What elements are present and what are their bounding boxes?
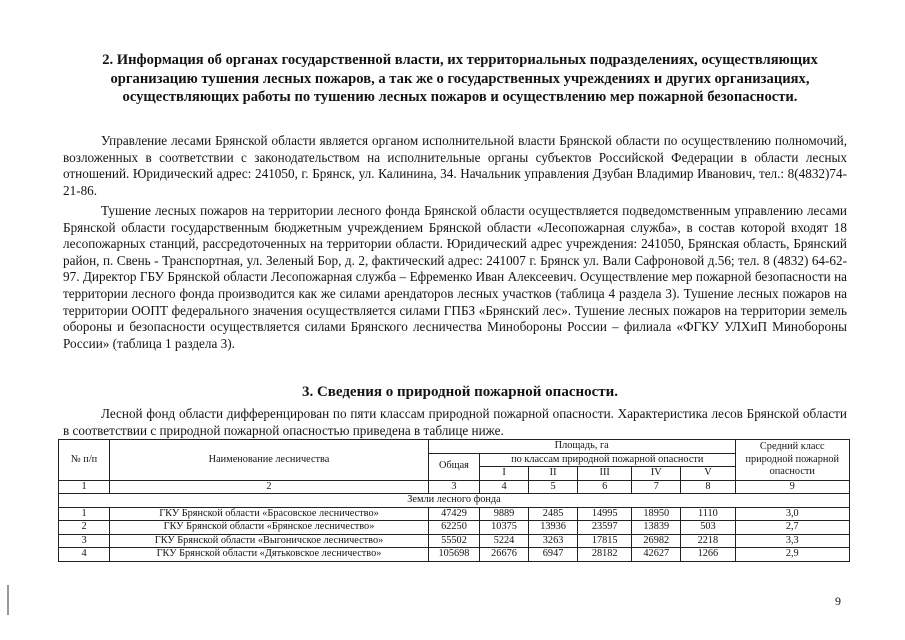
- col-number: 2: [110, 480, 429, 494]
- row-class-5: 503: [681, 521, 735, 535]
- row-total: 47429: [428, 507, 479, 521]
- row-avg: 2,7: [735, 521, 849, 535]
- header-class-2: II: [529, 467, 578, 481]
- row-class-5: 1110: [681, 507, 735, 521]
- row-class-3: 28182: [578, 548, 632, 562]
- table-row: [59, 507, 850, 521]
- row-class-3: 17815: [578, 534, 632, 548]
- header-name: Наименование лесничества: [110, 440, 429, 481]
- header-class-5: V: [681, 467, 735, 481]
- page-number: 9: [835, 594, 841, 608]
- row-total: 62250: [428, 521, 479, 535]
- row-class-4: 26982: [632, 534, 681, 548]
- row-num: 1: [59, 507, 110, 521]
- row-class-1: 10375: [480, 521, 529, 535]
- row-num: 2: [59, 521, 110, 535]
- section-2-heading: 2. Информация об органах государственной власти, их территориальных подразделениях, осуществляющих организацию тушения лесных пожаров, а так же о государственных учреждениях и других организациях, осуществляющих работы по тушению лесных пожаров и осуществлению мер пожарной безопасности.: [102, 52, 818, 105]
- row-num: 3: [59, 534, 110, 548]
- row-class-2: 2485: [529, 507, 578, 521]
- header-total: Общая: [428, 453, 479, 480]
- section-2-paragraph-2: Тушение лесных пожаров на территории лесного фонда Брянской области осуществляется подведомственным управлению лесами Брянской области государственным бюджетным учреждением Брянской области «Лесопожарная служба», в состав которой входят 18 лесопожарных станций, рассредоточенных на территории области. Юридический адрес учреждения: 241050, Брянская область, Брянский район, п. Свень - Транспортная, ул. Зеленый Бор, д. 2, фактический адрес: 241007 г. Брянск ул. Вали Сафроновой д.56; тел. 8 (4832) 64-62-97. Директор ГБУ Брянской области Лесопожарная служба – Ефременко Иван Алексеевич. Осуществление мер пожарной безопасности на территории лесного фонда производится как же силами арендаторов лесных участков (таблица 4 раздела 3). Тушение лесных пожаров на территории ООПТ федерального значения осуществляется силами ГПБЗ «Брянский лес». Тушение лесных пожаров на территории земель обороны и безопасности осуществляется силами Брянского лесничества Минобороны России – филиала «ФГКУ УЛХиП Минобороны России» (таблица 1 раздела 3).: [63, 203, 847, 351]
- fire-hazard-table: [58, 439, 850, 562]
- header-num: № п/п: [59, 440, 110, 481]
- header-class-1: I: [480, 467, 529, 481]
- col-number: 1: [59, 480, 110, 494]
- header-by-class: по классам природной пожарной опасности: [480, 453, 736, 467]
- header-class-4: IV: [632, 467, 681, 481]
- col-number: 3: [428, 480, 479, 494]
- row-class-5: 1266: [681, 548, 735, 562]
- section-3-paragraph: Лесной фонд области дифференцирован по пяти классам природной пожарной опасности. Характеристика лесов Брянской области в соответствии с природной пожарной опасностью приведена в таблице ниже.: [63, 406, 847, 438]
- row-class-2: 13936: [529, 521, 578, 535]
- section-row-forest-fund: Земли лесного фонда: [59, 494, 850, 508]
- row-name: ГКУ Брянской области «Выгоничское лесничество»: [110, 534, 429, 548]
- scan-margin-mark: [7, 585, 9, 615]
- row-class-1: 26676: [480, 548, 529, 562]
- row-class-2: 3263: [529, 534, 578, 548]
- row-total: 105698: [428, 548, 479, 562]
- row-num: 4: [59, 548, 110, 562]
- row-class-2: 6947: [529, 548, 578, 562]
- column-number-row: [59, 480, 850, 494]
- col-number: 6: [578, 480, 632, 494]
- header-area: Площадь, га: [428, 440, 735, 454]
- header-class-3: III: [578, 467, 632, 481]
- section-3-heading: 3. Сведения о природной пожарной опасности.: [301, 384, 619, 400]
- col-number: 4: [480, 480, 529, 494]
- row-class-4: 42627: [632, 548, 681, 562]
- row-name: ГКУ Брянской области «Брасовское лесничество»: [110, 507, 429, 521]
- row-name: ГКУ Брянской области «Брянское лесничество»: [110, 521, 429, 535]
- table-row: [59, 521, 850, 535]
- row-class-4: 13839: [632, 521, 681, 535]
- row-class-5: 2218: [681, 534, 735, 548]
- col-number: 5: [529, 480, 578, 494]
- row-avg: 3,3: [735, 534, 849, 548]
- row-name: ГКУ Брянской области «Дятьковское лесничество»: [110, 548, 429, 562]
- row-class-4: 18950: [632, 507, 681, 521]
- row-avg: 2,9: [735, 548, 849, 562]
- row-class-3: 23597: [578, 521, 632, 535]
- row-class-1: 5224: [480, 534, 529, 548]
- table-row: [59, 548, 850, 562]
- row-class-3: 14995: [578, 507, 632, 521]
- row-total: 55502: [428, 534, 479, 548]
- table-row: [59, 534, 850, 548]
- header-avg-class: Средний класс природной пожарной опасности: [735, 440, 849, 481]
- section-2-paragraph-1: Управление лесами Брянской области является органом исполнительной власти Брянской области по осуществлению полномочий, возложенных в соответствии с законодательством на исполнительные органы субъектов Российской Федерации в области лесных отношений. Юридический адрес: 241050, г. Брянск, ул. Калинина, 34. Начальник управления Дзубан Владимир Иванович, тел.: 8(4832)74-21-86.: [63, 133, 847, 198]
- col-number: 8: [681, 480, 735, 494]
- row-class-1: 9889: [480, 507, 529, 521]
- row-avg: 3,0: [735, 507, 849, 521]
- col-number: 7: [632, 480, 681, 494]
- col-number: 9: [735, 480, 849, 494]
